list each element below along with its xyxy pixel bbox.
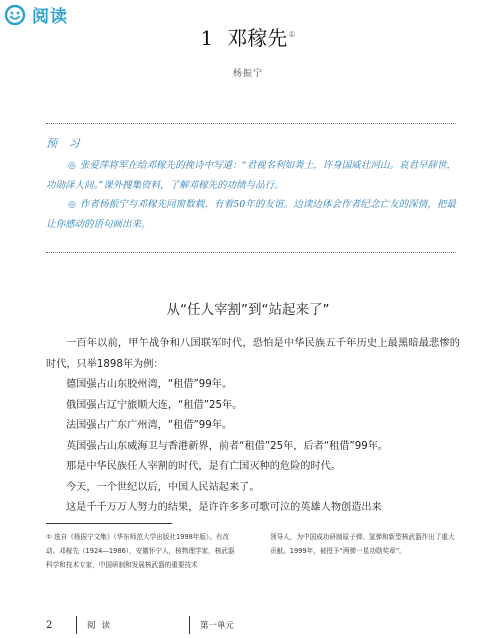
bullet-icon: ◎ bbox=[68, 200, 76, 210]
body-text bbox=[46, 334, 460, 519]
preview-item-text: 张爱萍将军在给邓稼先的挽诗中写道：“君视名利如粪土，许身国威壮河山。哀君早辞世，功勋泽人间。”课外搜集资料，了解邓稼先的功绩与品行。 bbox=[46, 160, 456, 191]
footnote-mark: ① bbox=[288, 30, 296, 40]
paragraph: 俄国强占辽宁旅顺大连，“租借”25年。 bbox=[66, 399, 243, 411]
divider-top bbox=[46, 123, 456, 124]
preview-item bbox=[46, 195, 456, 234]
preview-box bbox=[46, 134, 456, 234]
lesson-title bbox=[0, 22, 496, 51]
footnote-left: ① 选自《杨振宁文集》（华东师范大学出版社1998年版）。有改动。邓稼先（1924—1986），安徽怀宁人，核物理学家，核武器科学和技术专家，中国研制和发展核武器的重要技术 bbox=[46, 533, 235, 569]
paragraph: 法国强占广东广州湾，“租借”99年。 bbox=[66, 420, 233, 431]
footnote-right: 领导人，为中国成功研制原子弹、氢弹和新型核武器作出了重大贡献。1999年，被授予“两弹一星功勋奖章”。 bbox=[270, 533, 455, 555]
preview-label: 预 习 bbox=[46, 137, 84, 150]
divider-bottom bbox=[46, 252, 456, 253]
page-footer bbox=[46, 616, 234, 634]
section-title: 从“任人宰割”到“站起来了” bbox=[166, 302, 330, 318]
paragraph: 今天，一个世纪以后，中国人民站起来了。 bbox=[66, 481, 260, 493]
paragraph: 德国强占山东胶州湾，“租借”99年。 bbox=[66, 379, 233, 390]
paragraph: 一百年以前，甲午战争和八国联军时代，恐怕是中华民族五千年历史上最黑暗最悲惨的时代，只举1898年为例： bbox=[46, 338, 460, 370]
footnote-rule bbox=[46, 523, 172, 524]
paragraph: 英国强占山东威海卫与香港新界，前者“租借”25年，后者“租借”99年。 bbox=[66, 440, 389, 452]
paragraph: 这是千千万万人努力的结果，是许许多多可歌可泣的英雄人物创造出来 bbox=[66, 502, 382, 513]
lesson-title-text: 邓稼先 bbox=[227, 26, 288, 50]
author: 杨振宁 bbox=[232, 69, 263, 79]
preview-item-text: 作者杨振宁与邓稼先同窗数载，有着50年的友谊。边读边体会作者纪念亡友的深情，把最让你感动的语句画出来。 bbox=[46, 199, 456, 230]
badge-label: 阅读 bbox=[32, 7, 68, 27]
bullet-icon: ◎ bbox=[68, 161, 76, 171]
paragraph: 那是中华民族任人宰割的时代，是有亡国灭种的危险的时代。 bbox=[66, 461, 342, 472]
page-number: 2 bbox=[46, 619, 53, 631]
footer-separator bbox=[189, 616, 190, 634]
footer-separator bbox=[76, 616, 77, 634]
footer-section-name: 阅读 bbox=[87, 621, 117, 631]
lesson-number: 1 bbox=[200, 26, 214, 50]
footer-unit: 第一单元 bbox=[200, 621, 235, 631]
preview-item bbox=[46, 156, 456, 195]
